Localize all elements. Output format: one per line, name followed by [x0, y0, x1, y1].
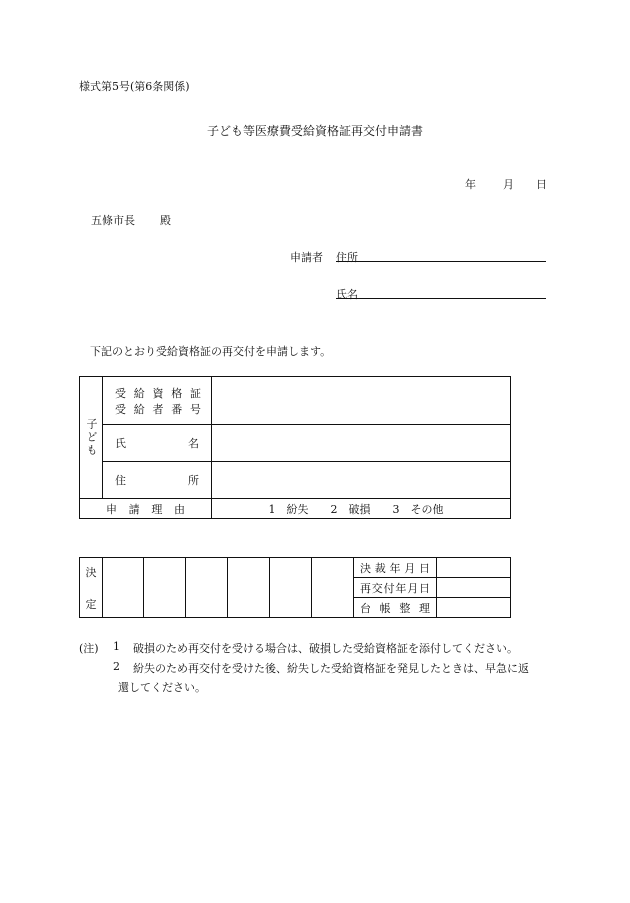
reason-label: 申 請 理 由 [106, 502, 185, 516]
decision-table [79, 557, 511, 618]
application-table [79, 376, 511, 519]
applicant-name-label: 氏名 [336, 288, 358, 301]
intro-text: 下記のとおり受給資格証の再交付を申請します。 [90, 345, 332, 358]
child-name-label: 氏 名 [115, 437, 199, 450]
decision-label-cell [80, 558, 103, 618]
page-title: 子ども等医療費受給資格証再交付申請書 [206, 124, 423, 138]
date-day: 日 [536, 178, 547, 191]
child-name-label-cell [103, 425, 212, 462]
stamp-box-6[interactable] [312, 558, 354, 618]
applicant-address-field[interactable] [336, 261, 546, 262]
approval-date-label: 決 裁 年 月 日 [360, 561, 430, 575]
cert-number-label-line2: 受 給 者 番 号 [115, 402, 201, 416]
cert-number-label-line1: 受 給 資 格 証 [115, 386, 201, 400]
reissue-date-label-cell [354, 578, 437, 598]
ledger-value[interactable] [437, 598, 511, 618]
reissue-date-value[interactable] [437, 578, 511, 598]
note-2-text-line1: 紛失のため再交付を受けた後、紛失した受給資格証を発見したときは、早急に返 [133, 662, 529, 675]
applicant-name-field[interactable] [336, 298, 546, 299]
note-1-number: 1 [113, 640, 120, 653]
stamp-box-5[interactable] [270, 558, 312, 618]
applicant-label: 申請者 [290, 251, 323, 264]
child-address-value[interactable] [212, 462, 511, 499]
reason-label-cell [80, 499, 212, 519]
ledger-label: 台 帳 整 理 [360, 601, 430, 615]
child-side-label: 子ども [85, 418, 98, 457]
notes-prefix: (注) [79, 642, 99, 655]
child-address-label-cell [103, 462, 212, 499]
approval-date-label-cell [354, 558, 437, 578]
stamp-box-1[interactable] [103, 558, 144, 618]
cert-number-value[interactable] [212, 377, 511, 425]
note-2-number: 2 [113, 660, 120, 673]
stamp-box-2[interactable] [144, 558, 186, 618]
date-month: 月 [503, 178, 514, 191]
note-1-text: 破損のため再交付を受ける場合は、破損した受給資格証を添付してください。 [133, 642, 518, 655]
date-year: 年 [465, 178, 476, 191]
child-name-value[interactable] [212, 425, 511, 462]
form-number: 様式第5号(第6条関係) [79, 80, 190, 93]
ledger-label-cell [354, 598, 437, 618]
addressee-name: 五條市長 [91, 214, 135, 227]
reason-options[interactable]: 1 紛失 2 破損 3 その他 [212, 499, 511, 519]
reissue-date-label: 再 交 付 年 月 日 [360, 581, 430, 595]
applicant-address-label: 住所 [336, 251, 358, 264]
addressee-honorific: 殿 [160, 214, 171, 227]
stamp-box-4[interactable] [228, 558, 270, 618]
cert-number-label-cell [103, 377, 212, 425]
decision-label-top: 決 [85, 565, 97, 579]
decision-label-bottom: 定 [85, 597, 97, 611]
note-2-text-line2: 還してください。 [118, 681, 206, 694]
approval-date-value[interactable] [437, 558, 511, 578]
child-address-label: 住 所 [115, 474, 199, 487]
stamp-box-3[interactable] [186, 558, 228, 618]
child-side-label-cell [80, 377, 103, 499]
